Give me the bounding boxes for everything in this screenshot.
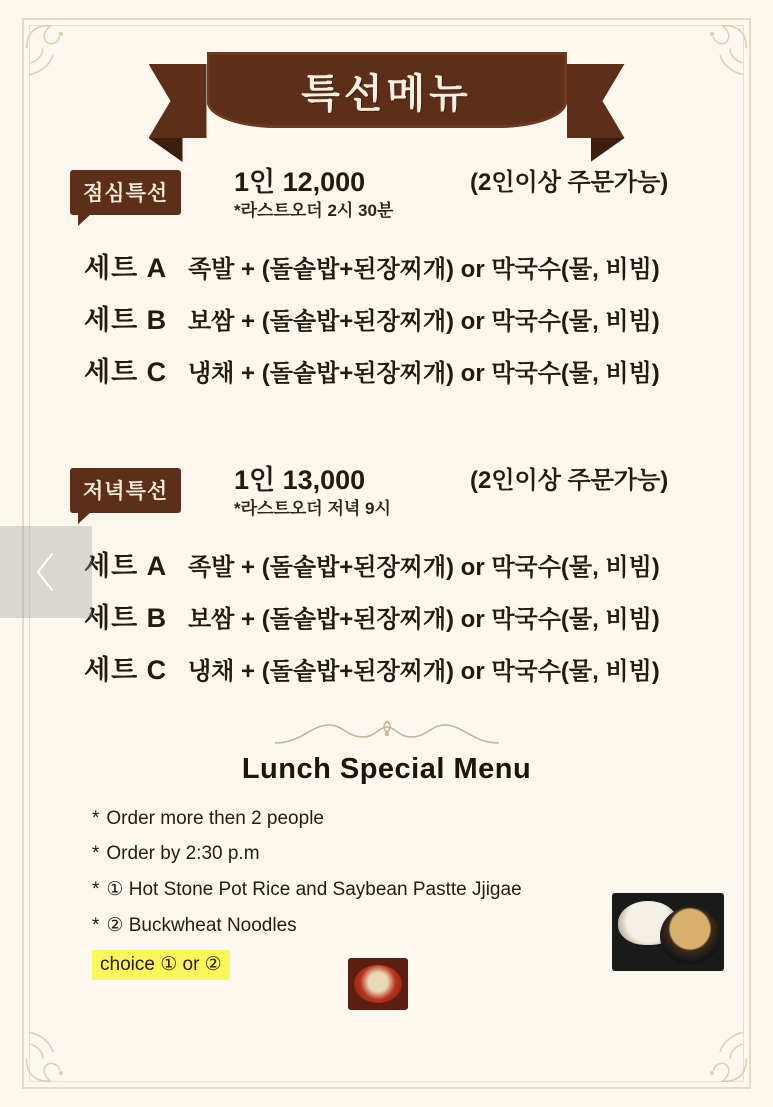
- section-dinner-header: [0, 458, 773, 522]
- menu-row: [0, 596, 773, 635]
- menu-title: 특선메뉴: [301, 71, 472, 116]
- section-lunch-price: 1인 12,000: [234, 167, 366, 197]
- ribbon-fold-right: [591, 138, 625, 162]
- set-description: 보쌈 + (돌솥밥+된장찌개) or 막국수(물, 비빔): [188, 308, 660, 335]
- section-lunch-tag: 점심특선: [70, 170, 181, 215]
- chevron-left-icon[interactable]: [0, 526, 92, 618]
- section-dinner-condition: (2인이상 주문가능): [470, 467, 669, 494]
- set-label: 세트 A: [84, 253, 168, 283]
- set-label: 세트 C: [84, 655, 168, 685]
- list-item-text: ① Hot Stone Pot Rice and Saybean Pastte Jjigae: [106, 879, 522, 900]
- menu-row: [0, 246, 773, 285]
- noodle-bowl-image: [354, 965, 402, 1003]
- bullet-star-icon: *: [92, 915, 100, 936]
- set-label: 세트 A: [84, 551, 168, 581]
- stone-pot-photo: [612, 893, 724, 971]
- section-dinner-note: *라스트오더 저녁 9시: [234, 499, 391, 518]
- bullet-star-icon: *: [92, 808, 100, 829]
- list-item-text: Order by 2:30 p.m: [106, 843, 260, 864]
- section-lunch-condition: (2인이상 주문가능): [470, 169, 669, 196]
- set-description: 냉채 + (돌솥밥+된장찌개) or 막국수(물, 비빔): [188, 360, 660, 387]
- section-dinner-tag: 저녁특선: [70, 468, 181, 513]
- list-item-text: Order more then 2 people: [106, 808, 324, 829]
- set-label: 세트 C: [84, 357, 168, 387]
- section-lunch-note: *라스트오더 2시 30분: [234, 201, 394, 220]
- menu-banner: [0, 52, 773, 162]
- stone-pot-image: [660, 907, 720, 965]
- section-lunch-rows: [0, 246, 773, 389]
- menu-row: [0, 648, 773, 687]
- set-description: 보쌈 + (돌솥밥+된장찌개) or 막국수(물, 비빔): [188, 606, 660, 633]
- section-lunch-header: [0, 160, 773, 224]
- section-dinner: [0, 458, 773, 687]
- list-item-text: ② Buckwheat Noodles: [106, 915, 297, 936]
- english-title: Lunch Special Menu: [241, 753, 532, 785]
- choice-highlight: choice ① or ②: [92, 950, 230, 980]
- ornamental-divider-icon: [267, 717, 507, 751]
- ribbon-body: [207, 52, 567, 128]
- menu-row: [0, 350, 773, 389]
- list-item: [92, 808, 773, 830]
- bullet-star-icon: *: [92, 879, 100, 900]
- set-label: 세트 B: [84, 305, 168, 335]
- menu-content: [0, 160, 773, 993]
- section-dinner-price: 1인 13,000: [234, 465, 366, 495]
- set-description: 냉채 + (돌솥밥+된장찌개) or 막국수(물, 비빔): [188, 658, 660, 685]
- ribbon-fold-left: [149, 138, 183, 162]
- menu-row: [0, 544, 773, 583]
- section-lunch: [0, 160, 773, 389]
- menu-row: [0, 298, 773, 337]
- list-item: [92, 843, 773, 865]
- noodle-photo: [348, 958, 408, 1010]
- ribbon-tail-right: [567, 64, 625, 138]
- set-description: 족발 + (돌솥밥+된장찌개) or 막국수(물, 비빔): [188, 256, 660, 283]
- ribbon-tail-left: [149, 64, 207, 138]
- set-label: 세트 B: [84, 603, 168, 633]
- set-description: 족발 + (돌솥밥+된장찌개) or 막국수(물, 비빔): [188, 554, 660, 581]
- section-dinner-rows: [0, 544, 773, 687]
- bullet-star-icon: *: [92, 843, 100, 864]
